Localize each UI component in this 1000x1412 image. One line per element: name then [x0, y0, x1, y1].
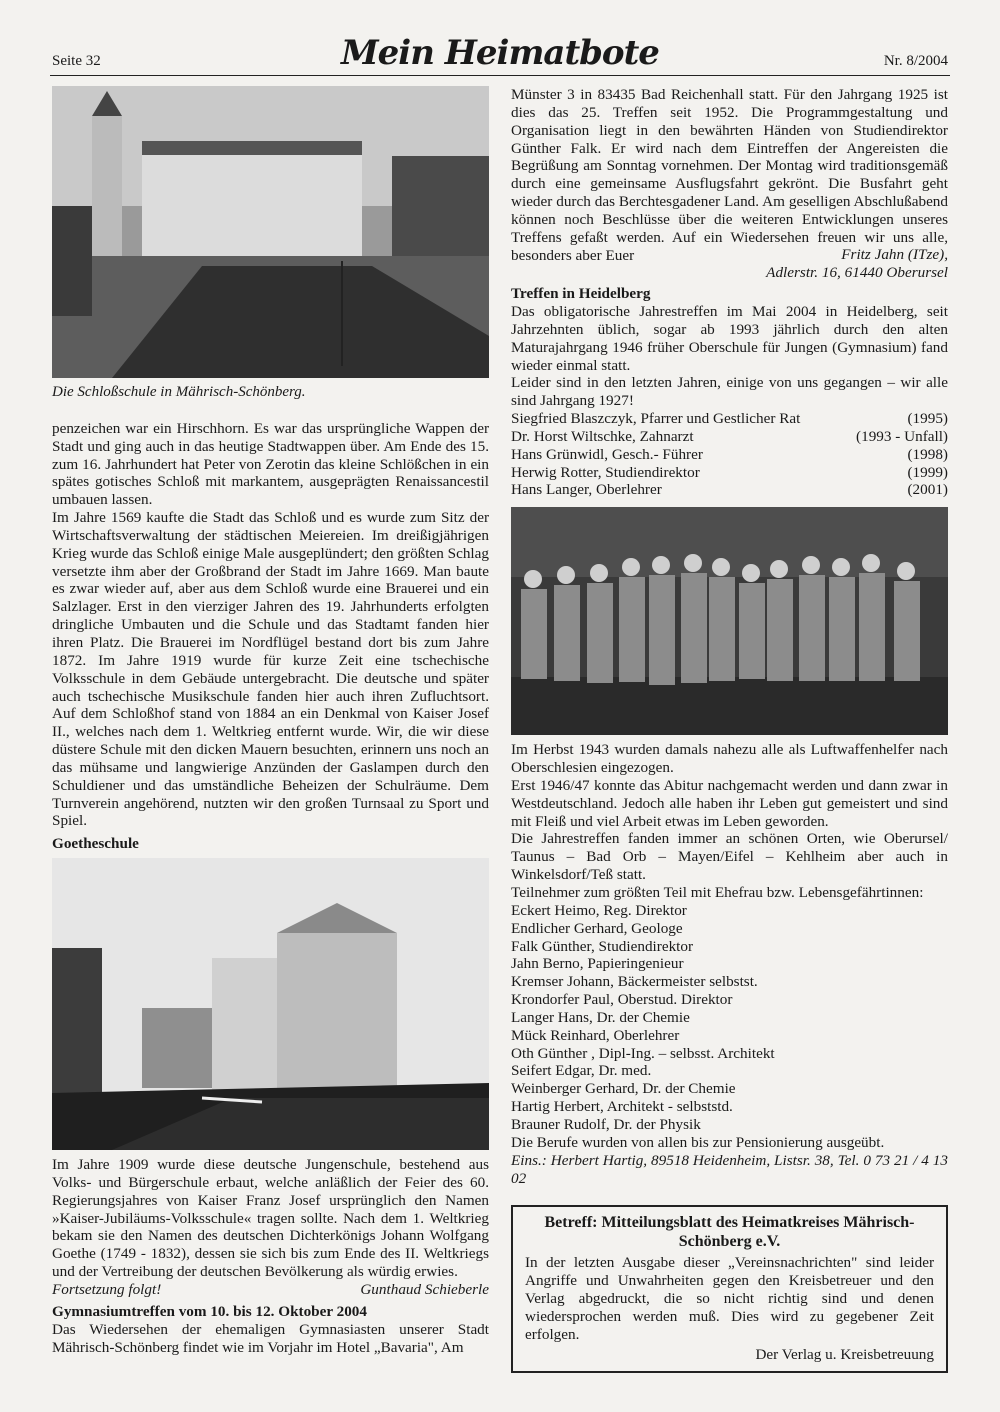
- page-number: Seite 32: [52, 53, 101, 69]
- photo-goethe-school: [52, 858, 489, 1150]
- article-paragraph: Erst 1946/47 konnte das Abitur nachgemacht werden und dann zwar in Westdeutschland. Jedoch alle haben ihr Leben gut gemeistert und sind mit Fleiß und viel Arbeit etwas im Leben geworden.: [511, 776, 948, 830]
- article-paragraph: Die Jahrestreffen fanden immer an schönen Orten, wie Oberursel/ Taunus – Bad Orb – Mayen/Eifel – Kehlheim aber auch in Winkelsdorf/Teß statt.: [511, 830, 948, 884]
- participant-list: [511, 902, 948, 1134]
- right-column: [511, 86, 948, 1373]
- section-heading: Treffen in Heidelberg: [511, 285, 651, 303]
- article-paragraph: Leider sind in den letzten Jahren, einige von uns gegangen – wir alle sind Jahrgang 1927!: [511, 374, 948, 410]
- participant-item: Hartig Herbert, Architekt - selbststd.: [511, 1098, 733, 1116]
- section-heading: Goetheschule: [52, 835, 139, 853]
- article-paragraph: Im Herbst 1943 wurden damals nahezu alle als Luftwaffenhelfer nach Oberschlesien eingezogen.: [511, 741, 948, 777]
- photo-group: [511, 507, 948, 735]
- participant-item: Eckert Heimo, Reg. Direktor: [511, 901, 687, 919]
- signature-name: Fritz Jahn (ITze),: [841, 246, 948, 264]
- deceased-item: Siegfried Blaszczyk, Pfarrer und Gestlicher Rat (1995): [511, 410, 948, 428]
- article-paragraph: Die Berufe wurden von allen bis zur Pensionierung ausgeübt.: [511, 1133, 885, 1151]
- section-heading: Gymnasiumtreffen vom 10. bis 12. Oktober 2004: [52, 1302, 367, 1320]
- article-paragraph: Im Jahre 1909 wurde diese deutsche Jungenschule, bestehend aus Volks- und Bürgerschule erbaut, welche anläßlich der Feier des 60. Regierungsjahres von Kaiser Franz Josef ursprünglich den Namen »Kaiser-Jubiläums-Volksschule« tragen sollte. Nach dem 1. Weltkrieg bekam sie den Namen des deutschen Dichterkönigs Johann Wolfgang Goethe (1749 - 1832), dessen sie sich bis zum Ende des II. Weltkriegs und der Vertreibung der deutschen Bevölkerung als würdig erwies.: [52, 1156, 489, 1281]
- author-name: Gunthaud Schieberle: [360, 1281, 489, 1298]
- article-paragraph: Im Jahre 1569 kaufte die Stadt das Schloß und es wurde zum Sitz der Wirtschaftsverwaltung der städtischen Meiereien. Im dreißigjährigen Krieg wurde das Schloß einige Male ausgeplündert; den größten Schlag versetzte ihm aber der Großbrand der Stadt im Jahre 1669. Man baute es zwar wieder auf, aber aus dem Schloß wurde eine Brauerei und ein Salzlager. Erst in den vierziger Jahren des 19. Jahrhunderts erfolgten dringliche Umbauten und die Schule und das Stadtamt fanden hier ihren Platz. Die Brauerei im Nordflügel bestand dort bis zum Jahre 1872. Im Jahre 1919 wurde für kurze Zeit eine tschechische Volksschule in dem Gebäude untergebracht. Die deutsche und später auch tschechische Musikschule fanden hier auch ihren Zufluchtsort. Auf dem Schloßhof stand von 1884 an ein Denkmal von Kaiser Josef II., welches nach dem 1. Weltkrieg entfernt wurde. Wir, die wir diese düstere Schule mit den dicken Mauern besuchten, erinnern uns noch an das mühsame und langwierige Anzünden der Gaslampen durch den Schuldiener und das umständliche Beheizen der Schulräume. Dem Turnverein angehörend, nutzten wir den großen Turnsaal zu Sport und Spiel.: [52, 509, 489, 830]
- photo-castle-school: [52, 86, 489, 378]
- byline-row: [52, 1281, 489, 1299]
- article-paragraph: Münster 3 in 83435 Bad Reichenhall statt. Für den Jahrgang 1925 ist dies das 25. Treffen seit 1952. Die Programmgestaltung und Organisation liegt in den bewährten Händen von Studiendirektor Günther Falk. Er wird nach dem Eintreffen der Angereisten die Begrüßung am Sonntag vornehmen. Der Montag wird traditionsgemäß durch eine gemeinsame Ausflugsfahrt gekrönt. Die Busfahrt geht wieder durch das Berchtesgadener Land. Am geselligen Abschlußabend können noch Beschlüsse über die weiteren Entwicklungen unseres Treffens gefaßt werden. Auf ein Wiedersehen freuen wir uns alle, besonders aber Euer: [511, 86, 948, 264]
- participant-item: Weinberger Gerhard, Dr. der Chemie: [511, 1080, 736, 1098]
- article-paragraph: Das obligatorische Jahrestreffen im Mai 2004 in Heidelberg, seit Jahrzehnten üblich, sogar ab 1993 jährlich durch den alten Maturajahrgang 1946 früher Oberschule für Jungen (Gymnasium) fand wieder einmal statt.: [511, 302, 948, 374]
- header-rule: [50, 75, 950, 76]
- deceased-item: Dr. Horst Wiltschke, Zahnarzt (1993 - Unfall): [511, 427, 948, 445]
- participant-item: Oth Günther , Dipl-Ing. – selbsst. Architekt: [511, 1044, 775, 1062]
- participant-item: Seifert Edgar, Dr. med.: [511, 1062, 652, 1080]
- deceased-list: [511, 410, 948, 499]
- left-column: [52, 86, 489, 1356]
- notice-body: In der letzten Ausgabe dieser „Vereinsnachrichten" sind leider Angriffe und Unwahrheiten gegen den Kreisbetreuer und den Verlag abgedruckt, die so nicht richtig sind und denen wiedersprochen werden muß. Dies wird zu gegebener Zeit erfolgen.: [525, 1254, 934, 1343]
- signature-address: Adlerstr. 16, 61440 Oberursel: [766, 264, 948, 282]
- deceased-item: Herwig Rotter, Studiendirektor (1999): [511, 463, 948, 481]
- masthead-title: Mein Heimatbote: [341, 33, 659, 73]
- deceased-item: Hans Grünwidl, Gesch.- Führer (1998): [511, 445, 948, 463]
- participant-item: Krondorfer Paul, Oberstud. Direktor: [511, 991, 733, 1009]
- participant-item: Brauner Rudolf, Dr. der Physik: [511, 1115, 701, 1133]
- participant-item: Jahn Berno, Papieringenieur: [511, 955, 684, 973]
- participant-item: Langer Hans, Dr. der Chemie: [511, 1008, 690, 1026]
- article-paragraph: Teilnehmer zum größten Teil mit Ehefrau bzw. Lebensgefährtinnen:: [511, 884, 924, 901]
- article-paragraph: penzeichen war ein Hirschhorn. Es war das ursprüngliche Wappen der Stadt und ging auch in das heutige Stadtwappen über. Am Ende des 15. zum 16. Jahrhundert hat Peter von Zerotin das kleine Schlößchen in ein spätes gotisches Schloß mit markantem, ausgeprägten Renaissancestil umbauen lassen.: [52, 419, 489, 509]
- participant-item: Kremser Johann, Bäckermeister selbstst.: [511, 973, 758, 991]
- participant-item: Mück Reinhard, Oberlehrer: [511, 1026, 680, 1044]
- deceased-item: Hans Langer, Oberlehrer (2001): [511, 481, 948, 499]
- continued-note: Fortsetzung folgt!: [52, 1281, 162, 1298]
- photo-caption: Die Schloßschule in Mährisch-Schönberg.: [52, 384, 306, 400]
- article-paragraph: Das Wiedersehen der ehemaligen Gymnasiasten unserer Stadt Mährisch-Schönberg findet wie im Vorjahr im Hotel „Bavaria", Am: [52, 1320, 489, 1356]
- notice-title: Betreff: Mitteilungsblatt des Heimatkreises Mährisch-Schönberg e.V.: [544, 1214, 915, 1251]
- sender-line: Eins.: Herbert Hartig, 89518 Heidenheim, Listsr. 38, Tel. 0 73 21 / 4 13 02: [511, 1151, 948, 1187]
- notice-box: [511, 1205, 948, 1373]
- notice-signature: Der Verlag u. Kreisbetreuung: [755, 1345, 934, 1363]
- issue-number: Nr. 8/2004: [883, 53, 948, 69]
- participant-item: Falk Günther, Studiendirektor: [511, 937, 694, 955]
- participant-item: Endlicher Gerhard, Geologe: [511, 919, 683, 937]
